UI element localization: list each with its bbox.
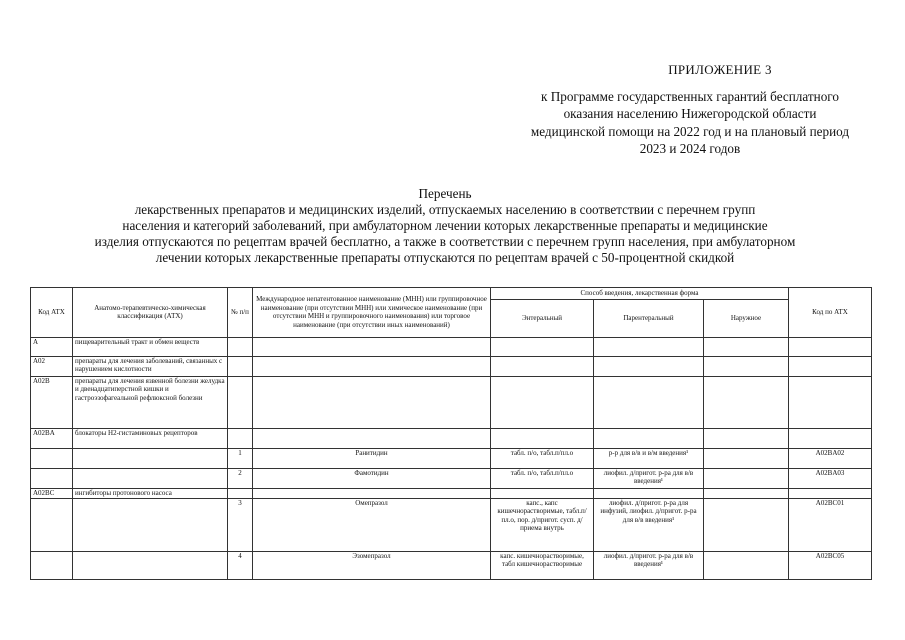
table-row	[31, 488, 872, 498]
atc-code: A02BA02	[789, 448, 872, 468]
external-form	[704, 448, 789, 468]
atc-code-cell: A	[31, 337, 73, 356]
row-number: 1	[228, 448, 253, 468]
program-reference: к Программе государственных гарантий бесплатного оказания населению Нижегородской области медицинской помощи на 2022 год и на плановый период 2023 и 2024 годов	[530, 89, 850, 157]
group-name-cell: пищеварительный тракт и обмен веществ	[73, 337, 228, 356]
atc-code-cell: A02BA	[31, 428, 73, 448]
title-line: Перечень	[418, 186, 472, 201]
title-line: лечении которых лекарственные препараты отпускаются по рецептам врачей с 50-процентной скидкой	[155, 250, 735, 265]
col-header-classification: Анатомо-терапевтическо-химическая классификация (АТХ)	[73, 288, 228, 338]
drug-name: Ранитидин	[253, 448, 491, 468]
table-row	[31, 337, 872, 356]
enteral-form: табл. п/о, табл.п/пл.о	[491, 448, 594, 468]
group-name-cell: ингибиторы протонового насоса	[73, 488, 228, 498]
drug-name: Эзомепразол	[253, 551, 491, 579]
row-number: 2	[228, 468, 253, 488]
appendix-label: ПРИЛОЖЕНИЕ 3	[668, 62, 772, 77]
table-row	[31, 448, 872, 468]
atc-code: A02BA03	[789, 468, 872, 488]
parenteral-form: р-р для в/в и в/м введения¹	[594, 448, 704, 468]
parenteral-form: лиофил. д/пригот. р-ра для в/в введения¹	[594, 468, 704, 488]
table-row	[31, 376, 872, 428]
atc-code-cell: A02BC	[31, 488, 73, 498]
table-row	[31, 498, 872, 551]
header-row	[31, 288, 872, 300]
row-number: 3	[228, 498, 253, 551]
table-row	[31, 356, 872, 376]
external-form	[704, 551, 789, 579]
col-header-num: № п/п	[228, 288, 253, 338]
enteral-form: капс., капс кишечнорастворимые, табл.п/пл.о, пор. д/пригот. сусп. д/приема внутрь	[491, 498, 594, 551]
drug-name: Омепразол	[253, 498, 491, 551]
col-header-enteral: Энтеральный	[491, 299, 594, 337]
atc-code: A02BC01	[789, 498, 872, 551]
parenteral-form: лиофил. д/пригот. р-ра для в/в введения¹	[594, 551, 704, 579]
group-name-cell: препараты для лечения заболеваний, связанных с нарушением кислотности	[73, 356, 228, 376]
title-line: изделия отпускаются по рецептам врачей бесплатно, а также в соответствии с перечнем групп населения, при амбулаторном	[94, 234, 796, 249]
col-header-atc-code: Код по АТХ	[789, 288, 872, 338]
group-name-cell: препараты для лечения язвенной болезни желудка и двенадцатиперстной кишки и гастроэзофагеальной рефлюксной болезни	[73, 376, 228, 428]
drug-table	[30, 287, 872, 580]
row-number: 4	[228, 551, 253, 579]
title-line: лекарственных препаратов и медицинских изделий, отпускаемых населению в соответствии с перечнем групп	[134, 202, 756, 217]
col-header-external: Наружное	[704, 299, 789, 337]
atc-code-cell: A02B	[31, 376, 73, 428]
col-header-parenteral: Парентеральный	[594, 299, 704, 337]
table-row	[31, 551, 872, 579]
document-title	[30, 186, 860, 266]
enteral-form: капс. кишечнорастворимые, табл кишечнорастворимые	[491, 551, 594, 579]
atc-code-cell: A02	[31, 356, 73, 376]
col-header-atc: Код АТХ	[31, 288, 73, 338]
atc-code: A02BC05	[789, 551, 872, 579]
group-name-cell: блокаторы H2-гистаминовых рецепторов	[73, 428, 228, 448]
drug-name: Фамотидин	[253, 468, 491, 488]
col-header-route: Способ введения, лекарственная форма	[491, 288, 789, 300]
external-form	[704, 498, 789, 551]
external-form	[704, 468, 789, 488]
title-line: населения и категорий заболеваний, при амбулаторном лечении которых лекарственные препараты и медицинские	[122, 218, 768, 233]
table-row	[31, 428, 872, 448]
parenteral-form: лиофил. д/пригот. р-ра для инфузий, лиофил. д/пригот. р-ра для в/в введения¹	[594, 498, 704, 551]
table-row	[31, 468, 872, 488]
col-header-inn: Международное непатентованное наименование (МНН) или группировочное наименование (при отсутствии МНН) или химическое наименование (при отсутствии МНН и группировочного наименования) или торговое наименование (при отсутствии иных наименований)	[253, 288, 491, 338]
enteral-form: табл. п/о, табл.п/пл.о	[491, 468, 594, 488]
